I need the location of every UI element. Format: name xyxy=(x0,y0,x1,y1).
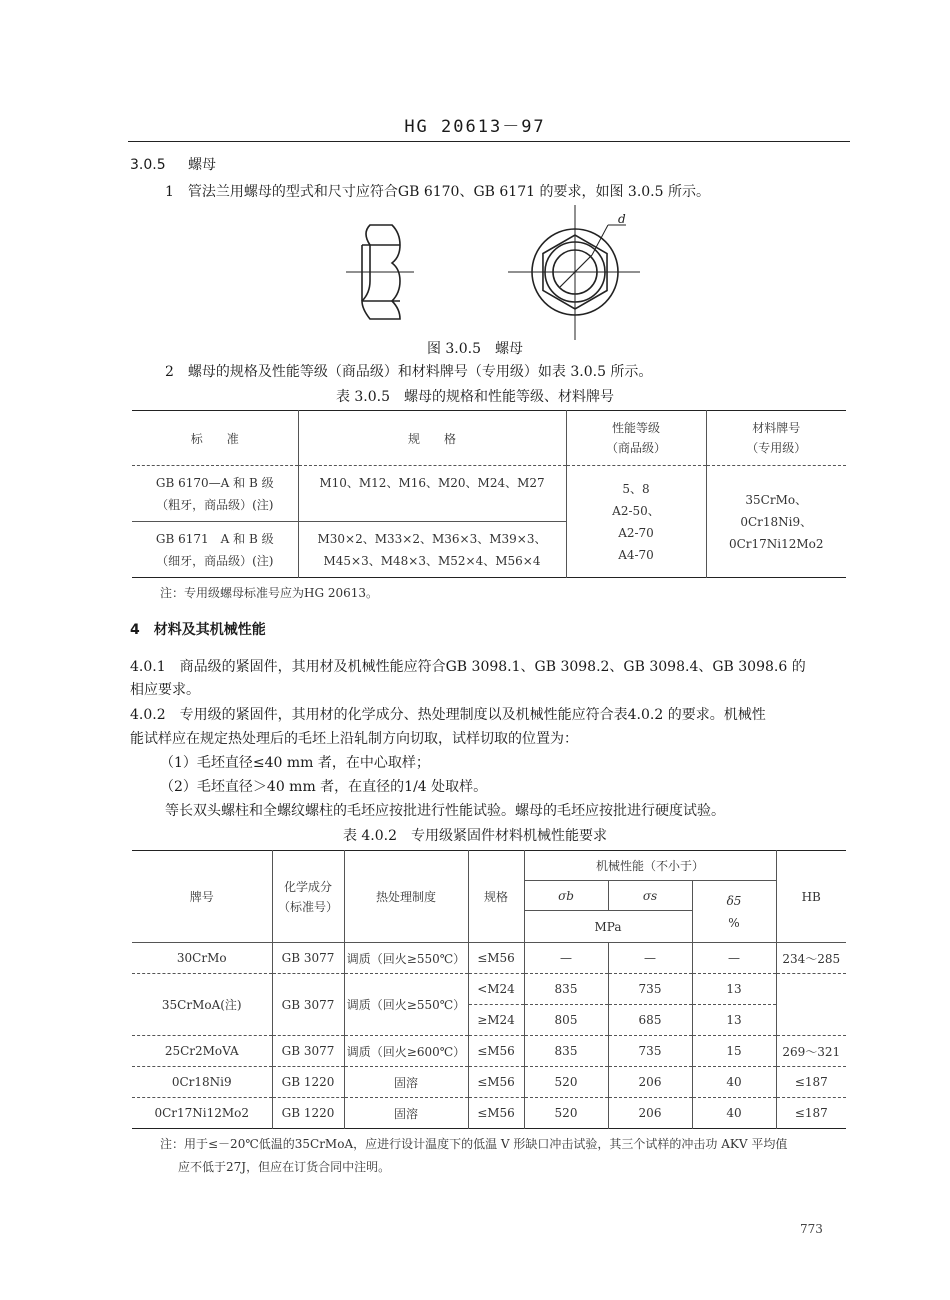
cell-delta: 40 xyxy=(692,1067,776,1098)
cell-grade: 35CrMoA(注) xyxy=(132,974,272,1036)
table-305 xyxy=(132,410,846,578)
cell-sigma-s: 735 xyxy=(608,974,692,1005)
table-row xyxy=(132,1098,846,1129)
row1-standard-l2: （粗牙，商品级）(注) xyxy=(156,497,274,512)
table-row xyxy=(132,1067,846,1098)
item-2-text: 2 螺母的规格及性能等级（商品级）和材料牌号（专用级）如表 3.0.5 所示。 xyxy=(165,364,653,380)
th-chem-l1: 化学成分 xyxy=(283,879,332,894)
cell-grade: 30CrMo xyxy=(132,943,272,974)
th-heat: 热处理制度 xyxy=(344,851,468,943)
row1-spec: M10、M12、M16、M20、M24、M27 xyxy=(298,466,566,522)
th-mpa: MPa xyxy=(524,911,692,943)
cell-spec: <M24 xyxy=(468,974,524,1005)
cell-hb: 269～321 xyxy=(782,1044,841,1059)
cell-heat: 固溶 xyxy=(344,1067,468,1098)
row2-standard-l1: GB 6171 A 和 B 级 xyxy=(155,531,274,546)
material-2: 0Cr17Ni12Mo2 xyxy=(728,536,824,551)
materials-cell xyxy=(706,466,846,578)
cell-sigma-b: 520 xyxy=(524,1098,608,1129)
section-4-title: 4 材料及其机械性能 xyxy=(130,622,266,638)
cell-delta: — xyxy=(692,943,776,974)
cell-sigma-s: 206 xyxy=(608,1067,692,1098)
cell-hb: ≤187 xyxy=(794,1106,828,1120)
th-material-l2: （专用级） xyxy=(746,441,807,455)
cell-chem: GB 1220 xyxy=(272,1098,344,1129)
cell-spec: ≤M56 xyxy=(468,1067,524,1098)
th-grade xyxy=(566,411,706,466)
th-chem-l2: （标准号） xyxy=(277,899,338,914)
cell-chem: GB 3077 xyxy=(272,1036,344,1067)
th-sigma-b: σb xyxy=(524,881,608,911)
table-305-caption: 表 3.0.5 螺母的规格和性能等级、材料牌号 xyxy=(335,389,615,405)
cell-heat: 调质（回火≥600℃） xyxy=(344,1036,468,1067)
item-1-text: 1 管法兰用螺母的型式和尺寸应符合GB 6170、GB 6171 的要求，如图 3.0.5 所示。 xyxy=(165,184,710,200)
cell-heat: 调质（回火≥550℃） xyxy=(344,974,468,1036)
cell-spec: ≤M56 xyxy=(468,1098,524,1129)
cell-sigma-s: 206 xyxy=(608,1098,692,1129)
material-1: 0Cr18Ni9、 xyxy=(740,514,813,529)
grade-3: A4-70 xyxy=(618,547,654,562)
cell-grade: 0Cr17Ni12Mo2 xyxy=(132,1098,272,1129)
th-mech: 机械性能（不小于） xyxy=(524,851,776,881)
th-percent: % xyxy=(728,915,740,930)
th-delta-symbol: δ5 xyxy=(726,893,742,908)
cell-heat: 调质（回火≥550℃） xyxy=(344,943,468,974)
sample-item-2: （2）毛坯直径＞40 mm 者，在直径的1/4 处取样。 xyxy=(160,779,488,795)
cell-delta: 15 xyxy=(692,1036,776,1067)
table-305-note: 注：专用级螺母标准号应为HG 20613。 xyxy=(160,586,379,600)
diameter-label: d xyxy=(618,212,626,226)
cell-sigma-s: 685 xyxy=(608,1005,692,1036)
table-402-note-l1: 注：用于≤－20℃低温的35CrMoA，应进行设计温度下的低温 V 形缺口冲击试验，其三个试样的冲击功 AKV 平均值 xyxy=(160,1137,788,1151)
row1-standard xyxy=(132,466,298,522)
header-rule xyxy=(128,141,850,142)
grade-0: 5、8 xyxy=(622,481,650,496)
grade-2: A2-70 xyxy=(618,525,654,540)
th-delta xyxy=(692,881,776,943)
grades-cell xyxy=(566,466,706,578)
row2-standard-l2: （细牙，商品级）(注) xyxy=(156,553,274,568)
page-header: HG 20613－97 xyxy=(404,117,546,137)
th-material-l1: 材料牌号 xyxy=(752,421,801,435)
cell-hb: 234～285 xyxy=(782,951,841,966)
section-number: 3.0.5 xyxy=(130,157,166,173)
cell-sigma-b: 805 xyxy=(524,1005,608,1036)
figure-caption: 图 3.0.5 螺母 xyxy=(426,341,524,357)
material-0: 35CrMo、 xyxy=(745,492,808,507)
cell-chem: GB 3077 xyxy=(272,974,344,1036)
cell-heat: 固溶 xyxy=(344,1098,468,1129)
th-spec: 规格 xyxy=(468,851,524,943)
th-sigma-s: σs xyxy=(608,881,692,911)
sample-item-1: （1）毛坯直径≤40 mm 者，在中心取样； xyxy=(160,755,430,771)
th-material xyxy=(706,411,846,466)
table-402-caption: 表 4.0.2 专用级紧固件材料机械性能要求 xyxy=(342,828,608,844)
table-402-note-l2: 应不低于27J，但应在订货合同中注明。 xyxy=(178,1160,391,1174)
para-402-l1: 4.0.2 专用级的紧固件，其用材的化学成分、热处理制度以及机械性能应符合表4.0.2 的要求。机械性 xyxy=(130,707,766,723)
cell-delta: 40 xyxy=(692,1098,776,1129)
nut-side-view xyxy=(346,225,414,319)
table-row xyxy=(132,943,846,974)
cell-sigma-b: 835 xyxy=(524,974,608,1005)
cell-delta: 13 xyxy=(692,1005,776,1036)
cell-sigma-b: 835 xyxy=(524,1036,608,1067)
cell-delta: 13 xyxy=(692,974,776,1005)
nut-figure xyxy=(340,205,640,340)
table-row xyxy=(132,974,846,1005)
cell-chem: GB 1220 xyxy=(272,1067,344,1098)
batch-test-para: 等长双头螺柱和全螺纹螺柱的毛坯应按批进行性能试验。螺母的毛坯应按批进行硬度试验。 xyxy=(165,803,725,819)
para-401-l1: 4.0.1 商品级的紧固件，其用材及机械性能应符合GB 3098.1、GB 3098.2、GB 3098.4、GB 3098.6 的 xyxy=(130,659,806,675)
cell-grade: 0Cr18Ni9 xyxy=(132,1067,272,1098)
table-402 xyxy=(132,850,846,1129)
cell-hb xyxy=(776,974,846,1036)
row2-spec-l1: M30×2、M33×2、M36×3、M39×3、 xyxy=(317,531,547,546)
th-spec: 规 格 xyxy=(298,411,566,466)
th-grade: 牌号 xyxy=(132,851,272,943)
th-chem xyxy=(272,851,344,943)
th-standard: 标 准 xyxy=(132,411,298,466)
cell-sigma-b: 520 xyxy=(524,1067,608,1098)
para-402-l2: 能试样应在规定热处理后的毛坯上沿轧制方向切取，试样切取的位置为： xyxy=(130,731,578,747)
row2-spec-l2: M45×3、M48×3、M52×4、M56×4 xyxy=(323,553,541,568)
th-grade-l2: （商品级） xyxy=(605,441,666,455)
cell-spec: ≥M24 xyxy=(468,1005,524,1036)
table-row xyxy=(132,1036,846,1067)
section-title: 螺母 xyxy=(188,157,216,173)
row2-spec xyxy=(298,522,566,578)
cell-hb: ≤187 xyxy=(794,1075,828,1089)
cell-chem: GB 3077 xyxy=(272,943,344,974)
cell-sigma-s: 735 xyxy=(608,1036,692,1067)
cell-sigma-b: — xyxy=(524,943,608,974)
row1-standard-l1: GB 6170—A 和 B 级 xyxy=(155,475,274,490)
row2-standard xyxy=(132,522,298,578)
page-number: 773 xyxy=(800,1222,823,1236)
th-grade-l1: 性能等级 xyxy=(611,421,660,435)
cell-spec: ≤M56 xyxy=(468,943,524,974)
th-hb: HB xyxy=(801,889,821,904)
cell-sigma-s: — xyxy=(608,943,692,974)
cell-grade: 25Cr2MoVA xyxy=(132,1036,272,1067)
grade-1: A2-50、 xyxy=(612,503,660,518)
para-401-l2: 相应要求。 xyxy=(130,682,200,698)
cell-spec: ≤M56 xyxy=(468,1036,524,1067)
